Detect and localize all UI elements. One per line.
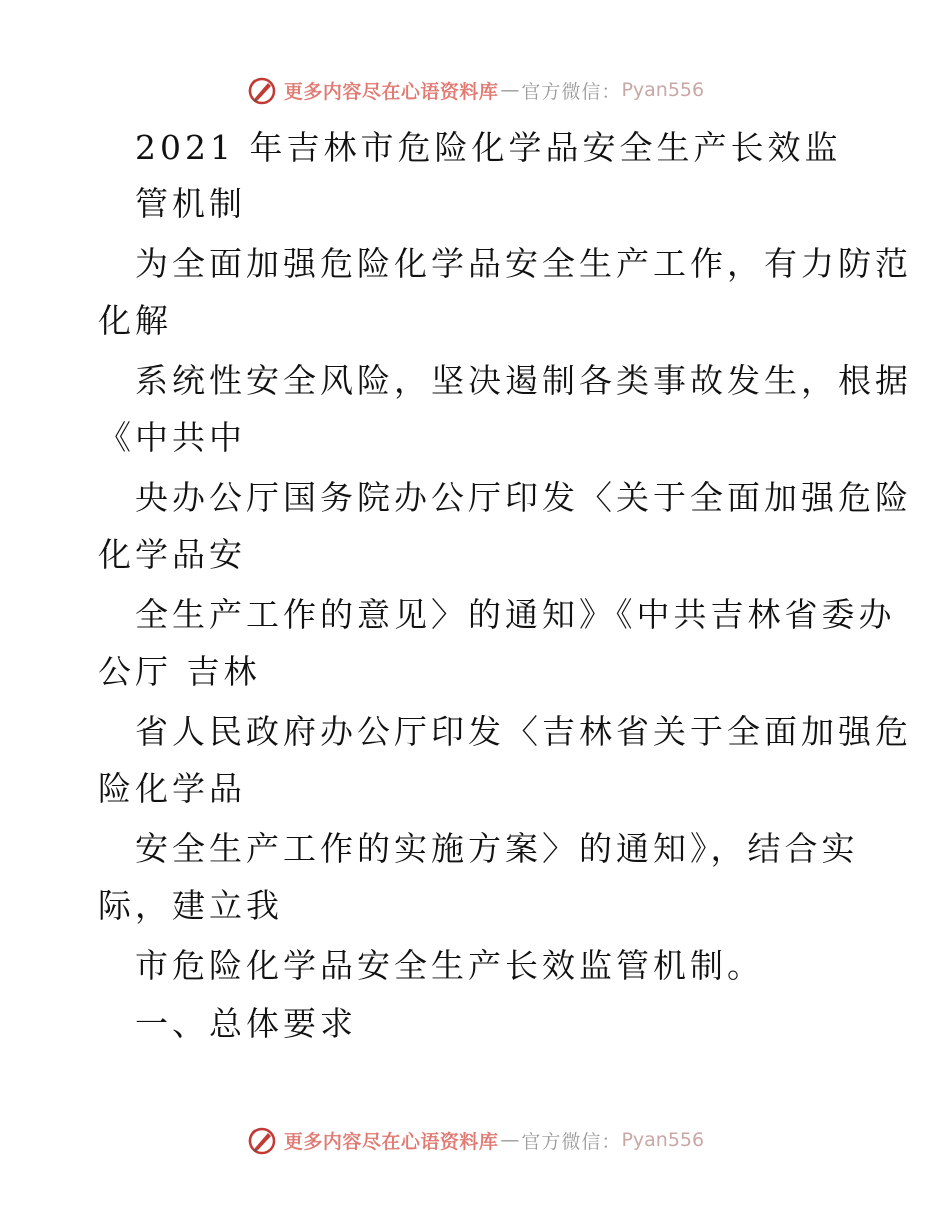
watermark-header [0, 70, 950, 110]
paragraph-line: 公厅 吉林 [98, 652, 261, 691]
paragraph-line: 险化学品 [98, 769, 246, 808]
paragraph-line: 际，建立我 [98, 886, 283, 925]
watermark-separator: — [500, 1129, 520, 1151]
paragraph-line: 安全生产工作的实施方案〉的通知》，结合实 [135, 829, 859, 868]
watermark-official-label: 官方微信： [521, 80, 622, 103]
watermark-separator: — [500, 79, 520, 101]
paragraph-line: 《中共中 [98, 418, 246, 457]
paragraph-line: 省人民政府办公厅印发〈吉林省关于全面加强危 [135, 712, 912, 751]
paragraph-line: 化学品安 [98, 535, 246, 574]
watermark-wechat-id: Pyan556 [621, 79, 705, 101]
paragraph-line: 央办公厅国务院办公厅印发〈关于全面加强危险 [135, 478, 912, 517]
pen-in-circle-icon [246, 74, 278, 106]
watermark-wechat-id: Pyan556 [621, 1129, 705, 1151]
paragraph-line: 市危险化学品安全生产长效监管机制。 [135, 946, 764, 985]
pen-in-circle-icon [246, 1124, 278, 1156]
paragraph-line: 系统性安全风险，坚决遏制各类事故发生，根据 [135, 361, 912, 400]
paragraph-line: 化解 [98, 301, 172, 340]
watermark-main-text: 更多内容尽在心语资料库 [283, 1130, 499, 1153]
document-title-line-2: 管机制 [135, 184, 246, 223]
paragraph-line: 为全面加强危险化学品安全生产工作，有力防范 [135, 244, 912, 283]
paragraph-line: 全生产工作的意见〉的通知》《中共吉林省委办 [135, 595, 896, 634]
watermark-official-label: 官方微信： [521, 1130, 622, 1153]
watermark-main-text: 更多内容尽在心语资料库 [283, 80, 499, 103]
document-title-line-1: 2021 年吉林市危险化学品安全生产长效监 [135, 128, 842, 167]
watermark-footer [0, 1120, 950, 1160]
section-heading: 一、总体要求 [135, 1004, 357, 1043]
